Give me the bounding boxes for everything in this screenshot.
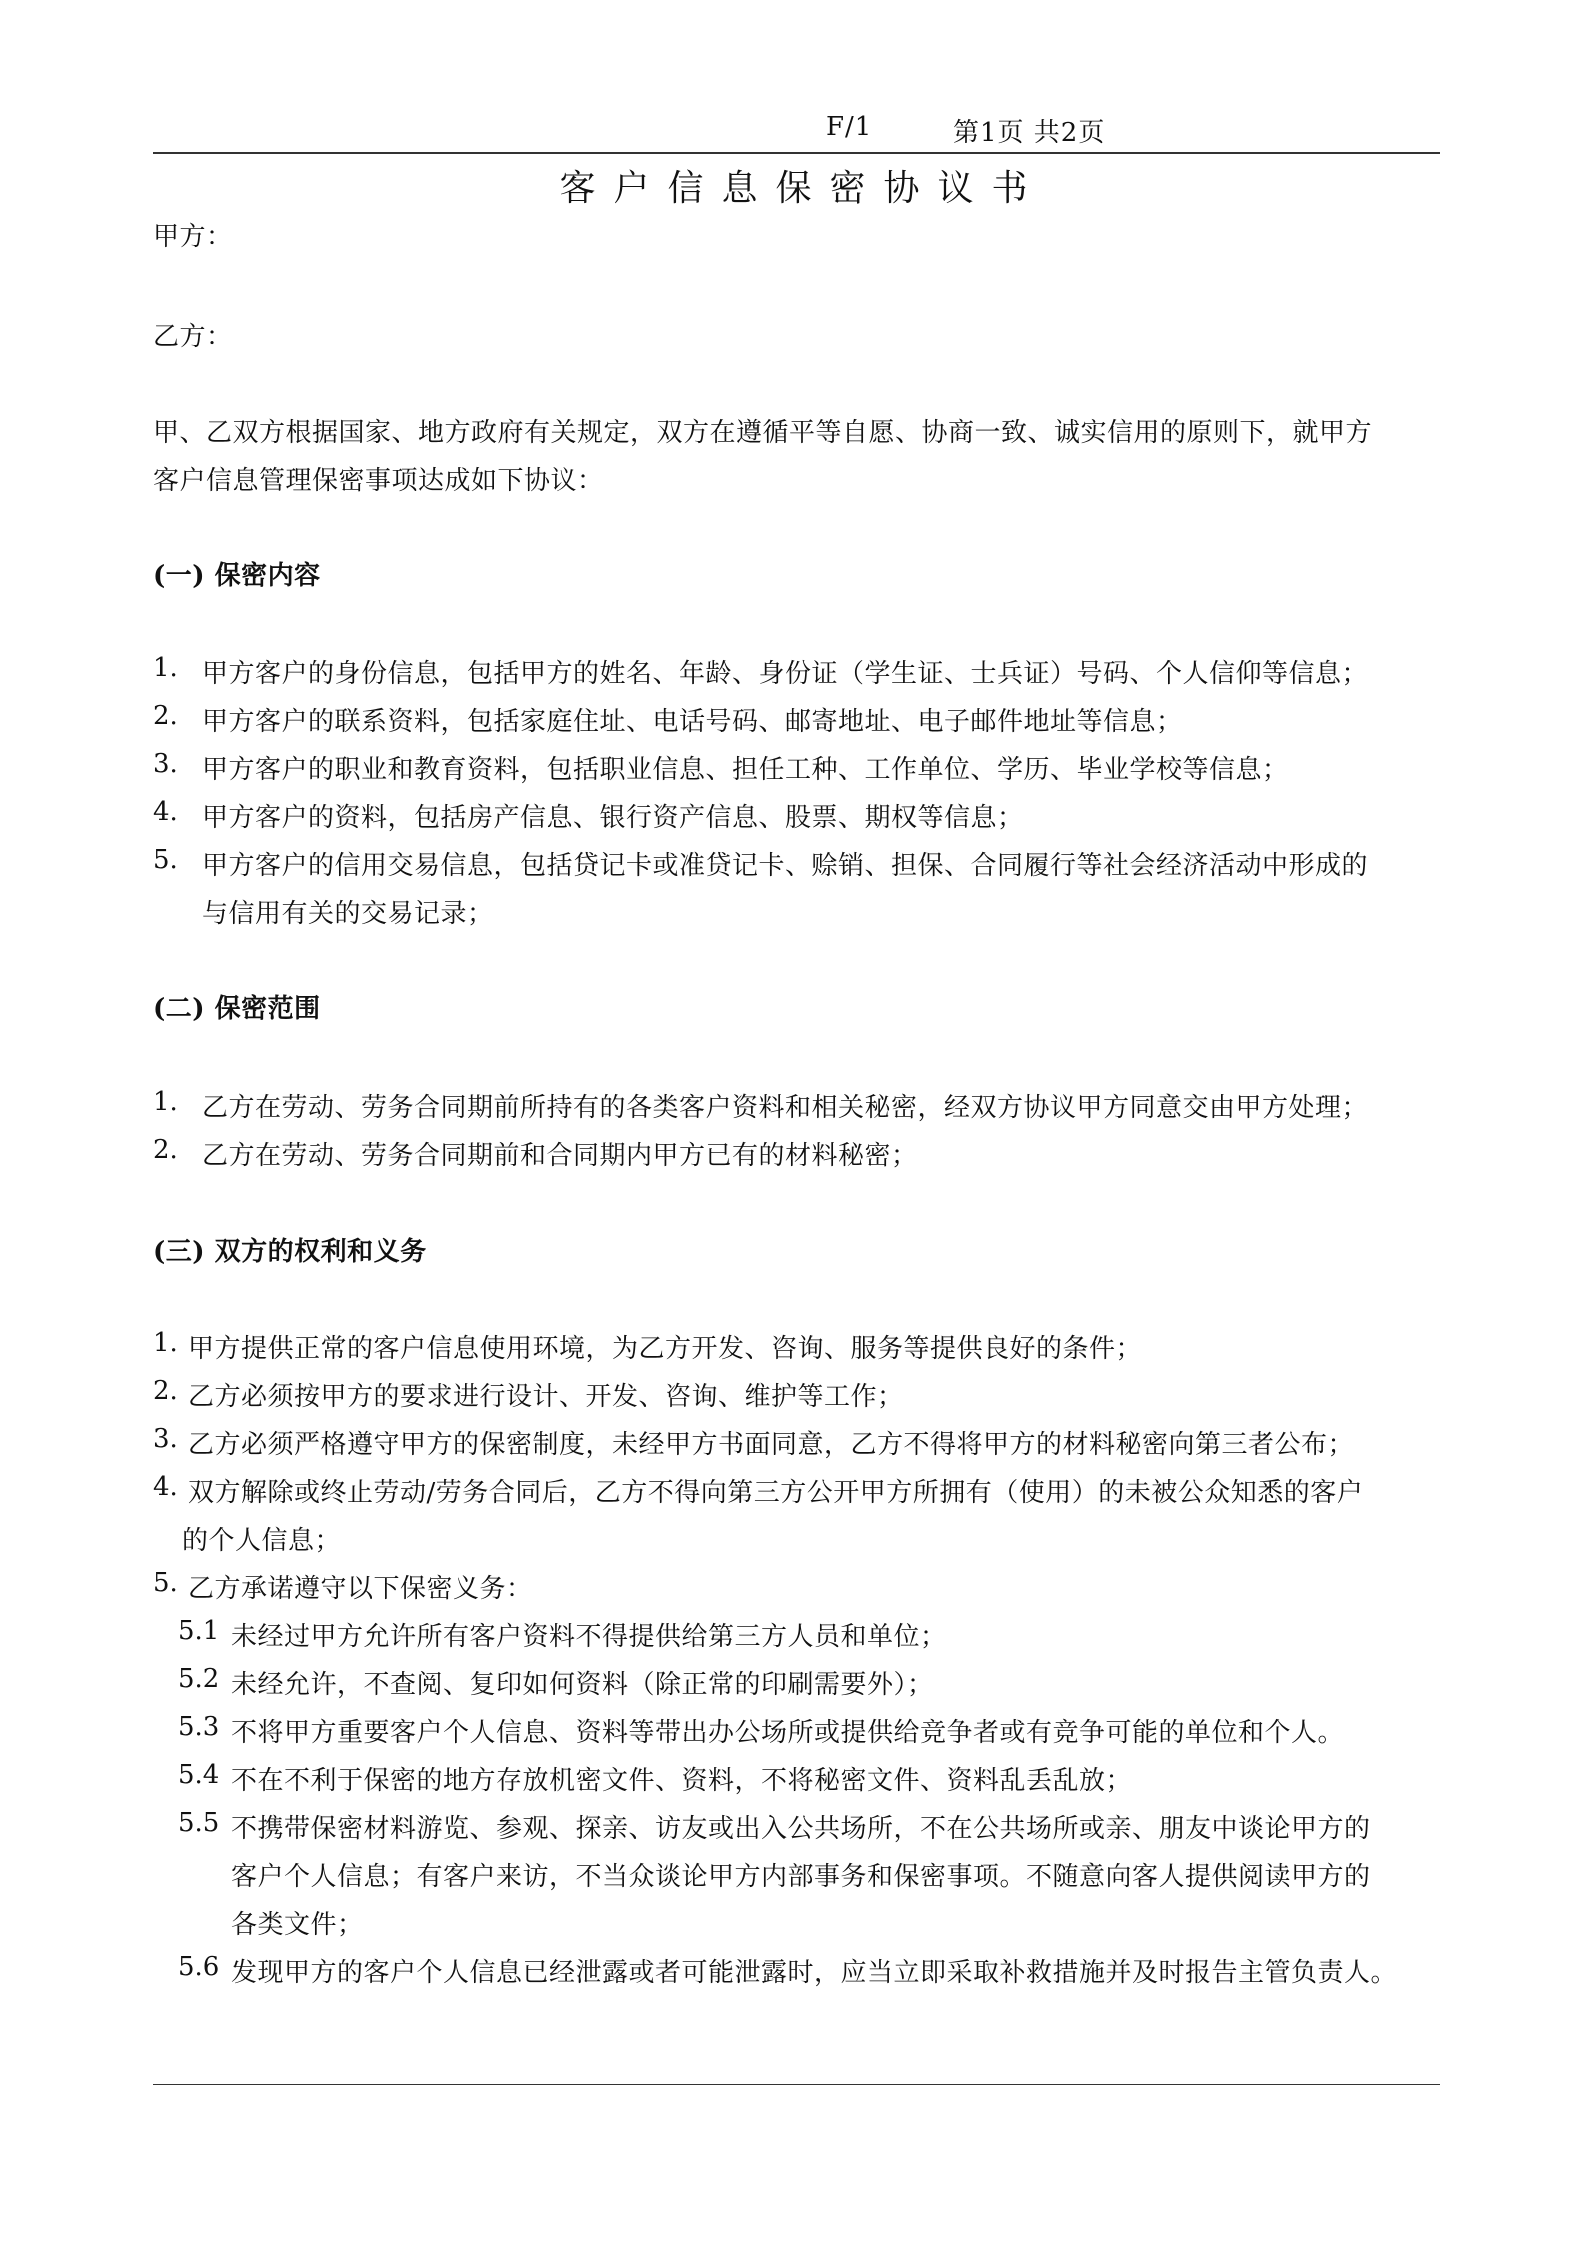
list-item-number: 5. [153,845,178,875]
sub-item-text: 不将甲方重要客户个人信息、资料等带出办公场所或提供给竞争者或有竞争可能的单位和个人。 [231,1718,1345,1748]
sub-item-text: 发现甲方的客户个人信息已经泄露或者可能泄露时，应当立即采取补救措施并及时报告主管负责人。 [231,1958,1398,1988]
list-item-number: 2. [153,1135,178,1165]
list-item-text: 的个人信息； [182,1526,342,1556]
header-rule [153,152,1440,154]
list-item-text: 与信用有关的交易记录； [202,899,494,929]
list-item-number: 1. [153,653,178,683]
list-item-text: 甲方客户的身份信息，包括甲方的姓名、年龄、身份证（学生证、士兵证）号码、个人信仰等信息； [202,659,1369,689]
list-item-text: 甲方提供正常的客户信息使用环境，为乙方开发、咨询、服务等提供良好的条件； [188,1334,1143,1364]
list-item-text: 乙方必须按甲方的要求进行设计、开发、咨询、维护等工作； [188,1382,904,1412]
intro-line: 甲、乙双方根据国家、地方政府有关规定，双方在遵循平等自愿、协商一致、诚实信用的原则下，就甲方 [153,418,1373,448]
section-heading: (三) 双方的权利和义务 [153,1237,427,1267]
party-a-label: 甲方： [153,222,233,252]
sub-item-number: 5.3 [178,1712,220,1742]
sub-item-text: 各类文件； [231,1910,364,1940]
header-form-code: F/1 [826,112,873,142]
document-title: 客户信息保密协议书 [559,168,1046,209]
section-heading: (一) 保密内容 [153,561,321,591]
list-item-number: 1. [153,1328,178,1358]
party-b-label: 乙方： [153,322,233,352]
list-item-text: 乙方在劳动、劳务合同期前和合同期内甲方已有的材料秘密； [202,1141,918,1171]
sub-item-text: 不携带保密材料游览、参观、探亲、访友或出入公共场所，不在公共场所或亲、朋友中谈论甲方的 [231,1814,1371,1844]
list-item-text: 乙方在劳动、劳务合同期前所持有的各类客户资料和相关秘密，经双方协议甲方同意交由甲方处理； [202,1093,1369,1123]
list-item-text: 乙方承诺遵守以下保密义务： [188,1574,533,1604]
sub-item-text: 未经允许，不查阅、复印如何资料（除正常的印刷需要外）； [231,1670,934,1700]
section-heading: (二) 保密范围 [153,994,321,1024]
sub-item-text: 未经过甲方允许所有客户资料不得提供给第三方人员和单位； [231,1622,947,1652]
footer-rule [153,2084,1440,2085]
list-item-text: 双方解除或终止劳动/劳务合同后，乙方不得向第三方公开甲方所拥有（使用）的未被公众知悉的客户 [188,1478,1364,1508]
list-item-number: 2. [153,701,178,731]
list-item-number: 4. [153,797,178,827]
list-item-number: 5. [153,1568,178,1598]
sub-item-number: 5.5 [178,1808,220,1838]
list-item-number: 2. [153,1376,178,1406]
list-item-number: 4. [153,1472,178,1502]
sub-item-number: 5.4 [178,1760,220,1790]
list-item-text: 乙方必须严格遵守甲方的保密制度，未经甲方书面同意，乙方不得将甲方的材料秘密向第三者公布； [188,1430,1355,1460]
list-item-text: 甲方客户的职业和教育资料，包括职业信息、担任工种、工作单位、学历、毕业学校等信息； [202,755,1289,785]
sub-item-number: 5.1 [178,1616,220,1646]
list-item-text: 甲方客户的资料，包括房产信息、银行资产信息、股票、期权等信息； [202,803,1024,833]
sub-item-text: 客户个人信息；有客户来访，不当众谈论甲方内部事务和保密事项。不随意向客人提供阅读甲方的 [231,1862,1371,1892]
intro-line: 客户信息管理保密事项达成如下协议： [153,466,604,496]
header-page-number: 第1页 共2页 [953,118,1106,148]
sub-item-text: 不在不利于保密的地方存放机密文件、资料，不将秘密文件、资料乱丢乱放； [231,1766,1133,1796]
list-item-number: 3. [153,1424,178,1454]
list-item-text: 甲方客户的信用交易信息，包括贷记卡或准贷记卡、赊销、担保、合同履行等社会经济活动中形成的 [202,851,1369,881]
sub-item-number: 5.6 [178,1952,220,1982]
list-item-number: 1. [153,1087,178,1117]
list-item-number: 3. [153,749,178,779]
sub-item-number: 5.2 [178,1664,220,1694]
list-item-text: 甲方客户的联系资料，包括家庭住址、电话号码、邮寄地址、电子邮件地址等信息； [202,707,1183,737]
